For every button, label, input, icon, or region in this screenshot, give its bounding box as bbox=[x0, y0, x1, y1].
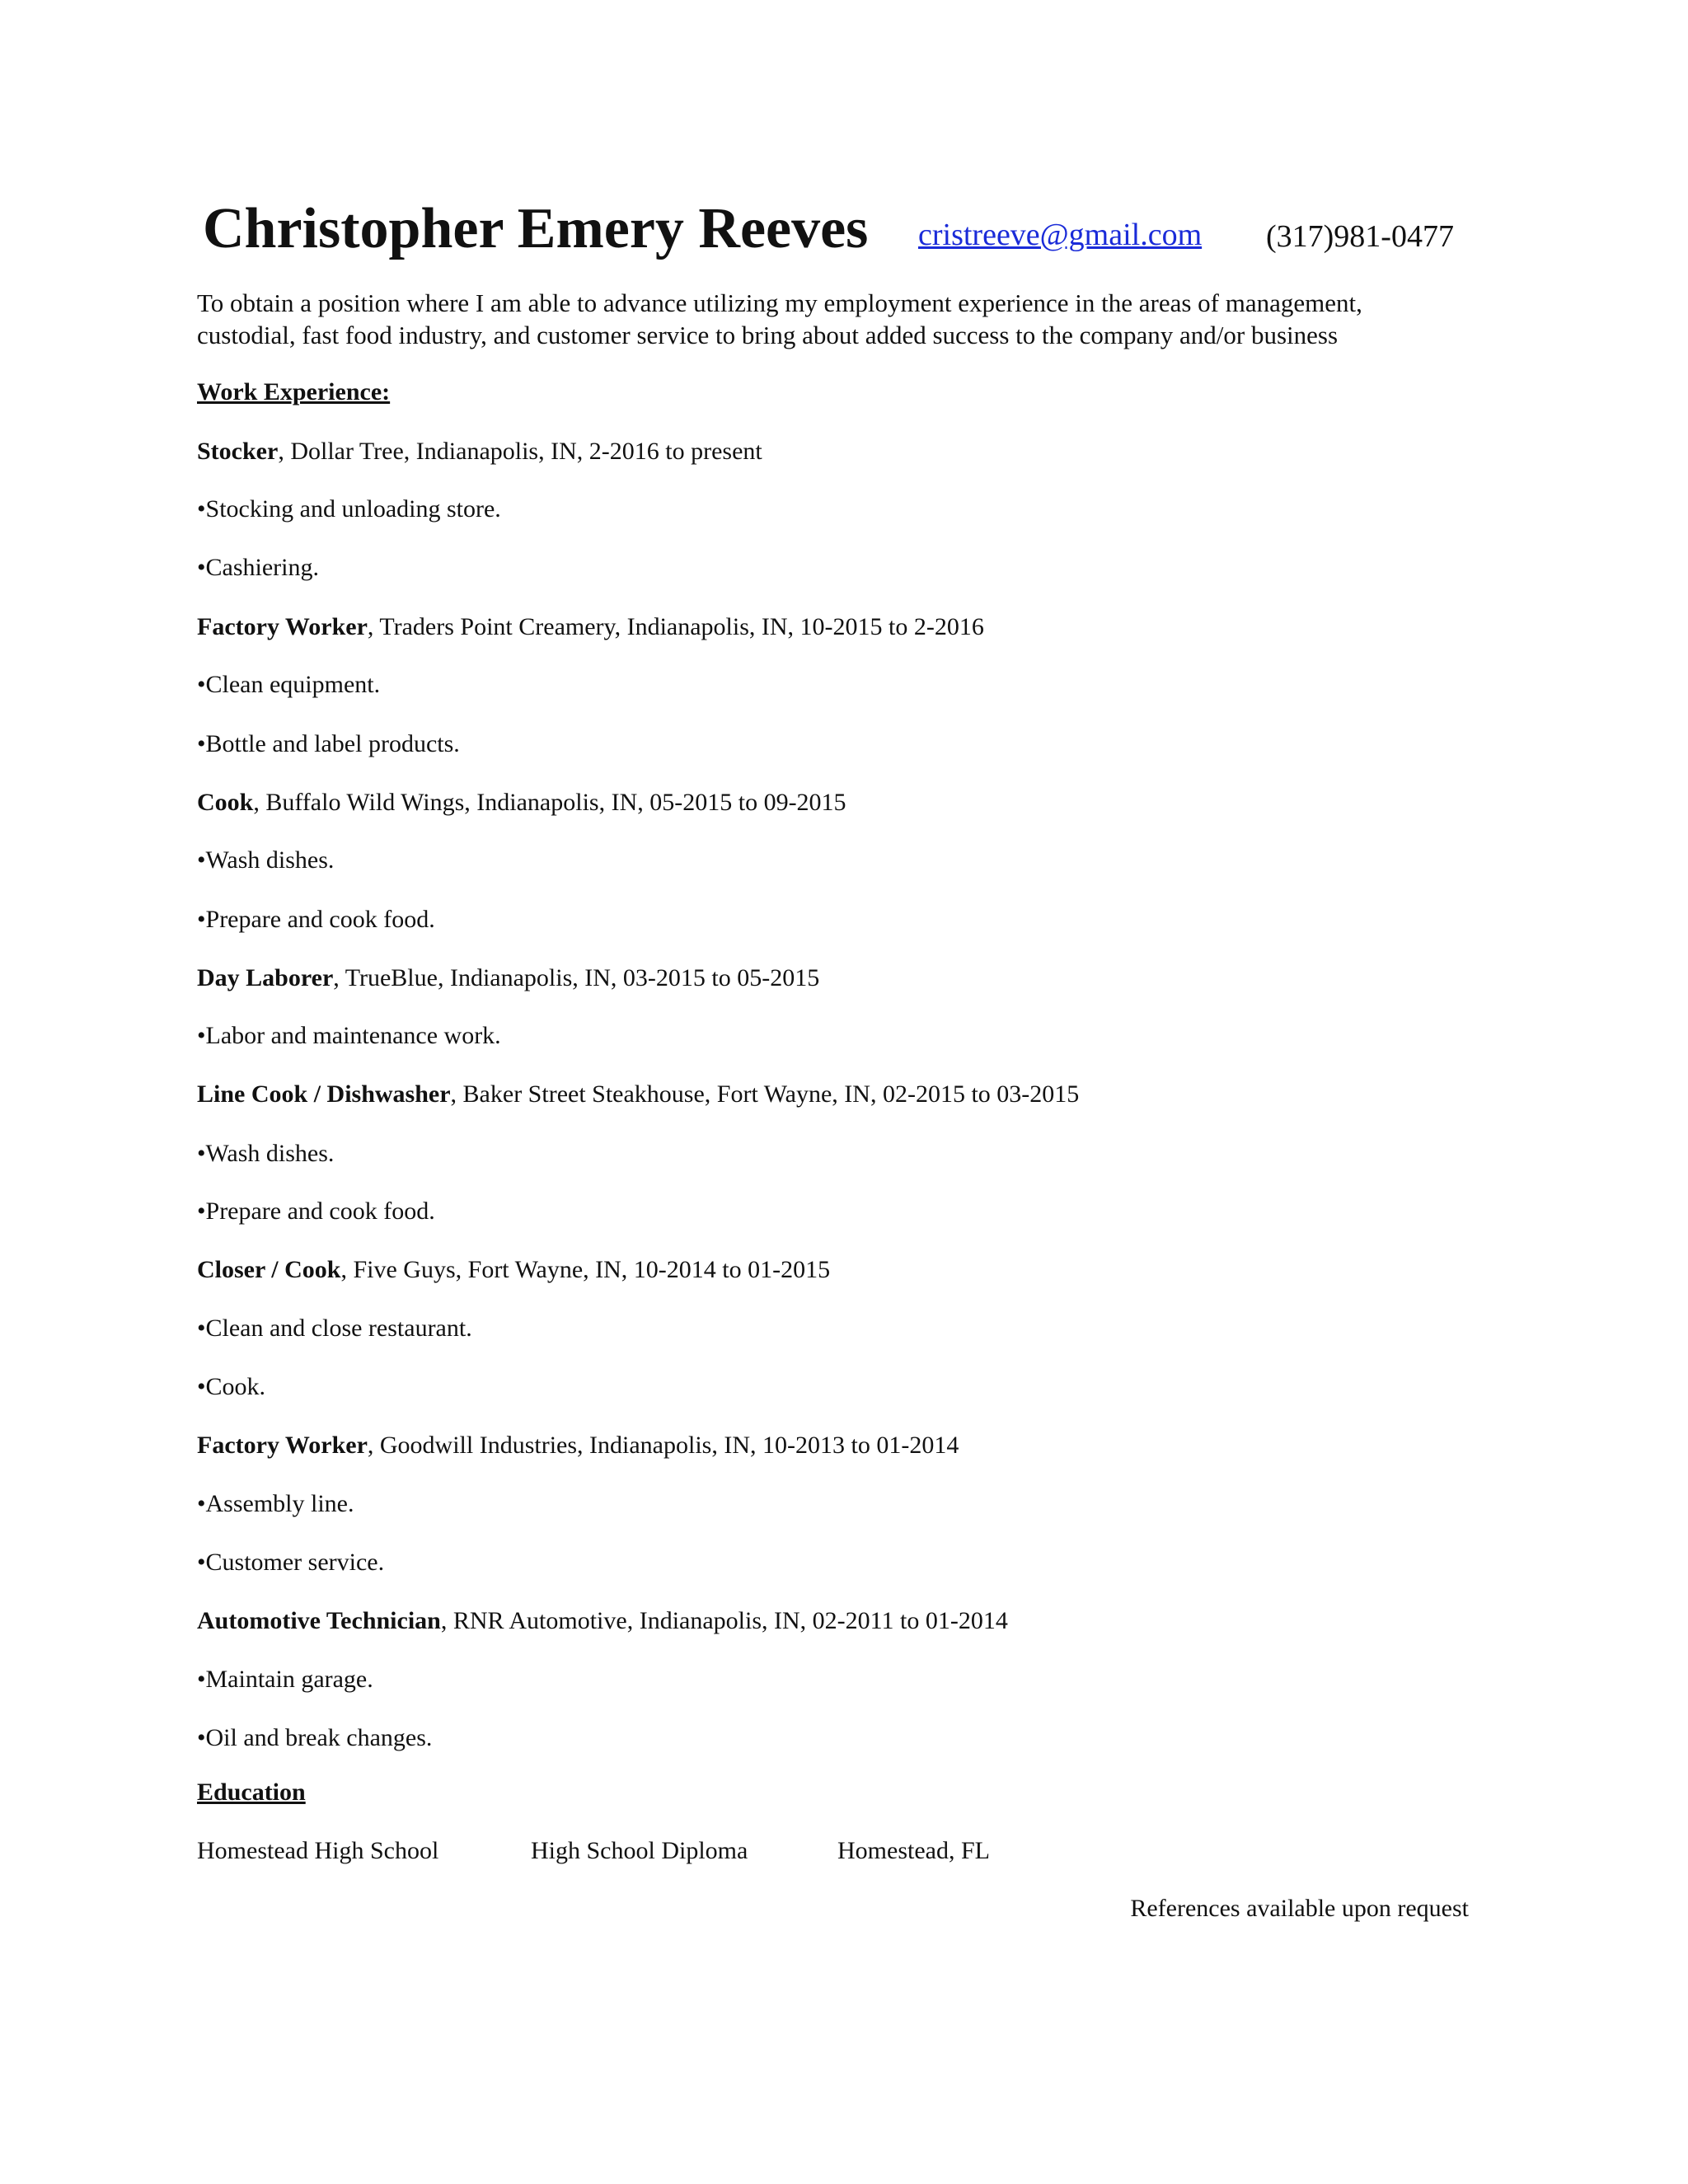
job-bullet: •Bottle and label products. bbox=[197, 730, 460, 757]
job-details: , Five Guys, Fort Wayne, IN, 10-2014 to 01-2015 bbox=[340, 1256, 831, 1283]
job-title: Closer / Cook bbox=[197, 1256, 341, 1283]
references-note: References available upon request bbox=[1130, 1895, 1469, 1922]
job-title: Cook bbox=[197, 789, 254, 816]
job-entry bbox=[197, 435, 762, 468]
job-title: Factory Worker bbox=[197, 1432, 368, 1459]
job-bullet: •Wash dishes. bbox=[197, 846, 335, 874]
job-details: , Traders Point Creamery, Indianapolis, IN, 10-2015 to 2-2016 bbox=[367, 613, 984, 640]
job-details: , Goodwill Industries, Indianapolis, IN, 10-2013 to 01-2014 bbox=[367, 1432, 959, 1459]
education-entry bbox=[197, 1835, 1186, 1868]
job-bullet: •Prepare and cook food. bbox=[197, 906, 435, 933]
resume-header bbox=[203, 196, 1480, 262]
job-bullet: •Maintain garage. bbox=[197, 1666, 373, 1693]
objective-line: custodial, fast food industry, and customer service to bring about added success to the company and/or business bbox=[197, 321, 1339, 349]
job-title: Factory Worker bbox=[197, 613, 368, 640]
job-bullet: •Clean and close restaurant. bbox=[197, 1315, 472, 1342]
work-experience-heading: Work Experience: bbox=[197, 378, 391, 405]
job-bullet: •Labor and maintenance work. bbox=[197, 1022, 501, 1049]
job-bullet: •Oil and break changes. bbox=[197, 1724, 433, 1751]
job-entry bbox=[197, 1254, 830, 1286]
job-title: Day Laborer bbox=[197, 964, 334, 991]
email-link[interactable]: cristreeve@gmail.com bbox=[918, 218, 1203, 252]
job-entry bbox=[197, 1429, 959, 1462]
job-details: , Baker Street Steakhouse, Fort Wayne, IN, 02-2015 to 03-2015 bbox=[450, 1080, 1080, 1108]
job-bullet: •Clean equipment. bbox=[197, 671, 381, 698]
school-location: Homestead, FL bbox=[837, 1837, 990, 1864]
job-entry bbox=[197, 1078, 1079, 1111]
job-title: Line Cook / Dishwasher bbox=[197, 1080, 451, 1108]
job-bullet: •Stocking and unloading store. bbox=[197, 495, 501, 523]
job-bullet: •Customer service. bbox=[197, 1549, 385, 1576]
job-details: , Dollar Tree, Indianapolis, IN, 2-2016 to present bbox=[278, 438, 762, 465]
job-title: Stocker bbox=[197, 438, 279, 465]
education-heading: Education bbox=[197, 1779, 306, 1806]
degree: High School Diploma bbox=[531, 1837, 748, 1864]
job-entry bbox=[197, 1605, 1008, 1638]
applicant-name: Christopher Emery Reeves bbox=[203, 197, 869, 260]
job-bullet: •Cook. bbox=[197, 1373, 266, 1400]
job-details: , TrueBlue, Indianapolis, IN, 03-2015 to 05-2015 bbox=[333, 964, 820, 991]
job-details: , RNR Automotive, Indianapolis, IN, 02-2011 to 01-2014 bbox=[440, 1607, 1008, 1634]
phone-number: (317)981-0477 bbox=[1266, 219, 1454, 254]
job-entry bbox=[197, 962, 819, 995]
job-bullet: •Assembly line. bbox=[197, 1490, 354, 1517]
job-title: Automotive Technician bbox=[197, 1607, 441, 1634]
objective-statement bbox=[197, 287, 1499, 351]
job-entry bbox=[197, 786, 846, 819]
job-bullet: •Cashiering. bbox=[197, 554, 319, 581]
school-name: Homestead High School bbox=[197, 1837, 439, 1864]
job-bullet: •Wash dishes. bbox=[197, 1140, 335, 1167]
objective-line: To obtain a position where I am able to advance utilizing my employment experience in the areas of management, bbox=[197, 288, 1362, 317]
job-entry bbox=[197, 611, 984, 644]
job-details: , Buffalo Wild Wings, Indianapolis, IN, 05-2015 to 09-2015 bbox=[253, 789, 846, 816]
job-bullet: •Prepare and cook food. bbox=[197, 1197, 435, 1225]
